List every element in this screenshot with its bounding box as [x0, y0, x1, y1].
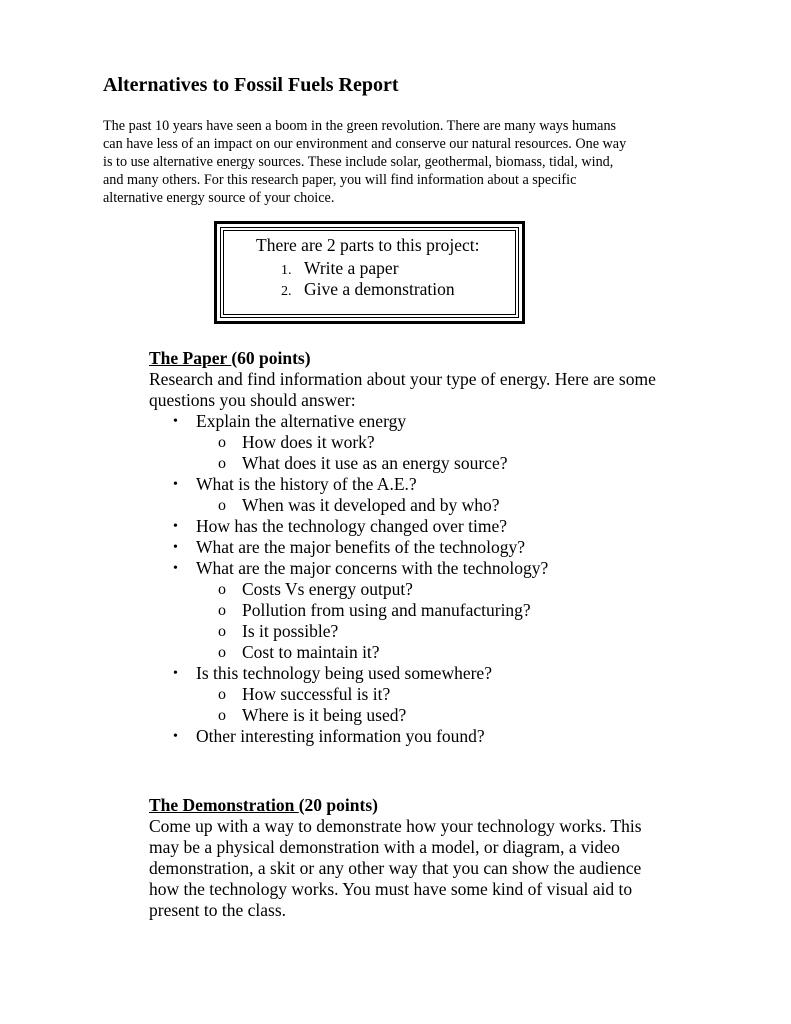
paper-section [149, 348, 709, 411]
project-part-item [281, 258, 455, 279]
question-text: What are the major concerns with the technology? [196, 558, 549, 578]
question-text: How successful is it? [242, 684, 391, 704]
project-parts-list [281, 258, 455, 300]
question-text: How does it work? [242, 432, 375, 452]
bullet-icon: • [173, 666, 178, 681]
intro-line: is to use alternative energy sources. These include solar, geothermal, biomass, tidal, wind, [103, 154, 614, 170]
intro-line: and many others. For this research paper, you will find information about a specific [103, 172, 577, 188]
project-parts-heading: There are 2 parts to this project: [256, 235, 480, 255]
project-part-item [281, 279, 455, 300]
sub-bullet-icon: o [218, 434, 226, 451]
question-text: What are the major benefits of the technology? [196, 537, 525, 557]
project-part-text: Give a demonstration [304, 279, 455, 299]
bullet-icon: • [173, 729, 178, 744]
question-text: Is this technology being used somewhere? [196, 663, 492, 683]
project-parts-box [214, 221, 525, 324]
sub-bullet-icon: o [218, 686, 226, 703]
sub-bullet-icon: o [218, 455, 226, 472]
list-number: 2. [281, 284, 292, 299]
bullet-icon: • [173, 561, 178, 576]
question-text: Where is it being used? [242, 705, 407, 725]
sub-bullet-icon: o [218, 707, 226, 724]
paper-points: (60 points) [231, 348, 311, 368]
sub-bullet-icon: o [218, 602, 226, 619]
demonstration-heading [149, 795, 709, 816]
sub-bullet-icon: o [218, 623, 226, 640]
sub-bullet-icon: o [218, 644, 226, 661]
sub-bullet-icon: o [218, 497, 226, 514]
intro-line: can have less of an impact on our environment and conserve our natural resources. One way [103, 136, 627, 152]
question-text: What does it use as an energy source? [242, 453, 508, 473]
bullet-icon: • [173, 519, 178, 534]
question-text: Is it possible? [242, 621, 339, 641]
demonstration-line: present to the class. [149, 900, 287, 920]
list-number: 1. [281, 263, 292, 278]
project-part-text: Write a paper [304, 258, 399, 278]
question-text: What is the history of the A.E.? [196, 474, 417, 494]
paper-intro-line: Research and find information about your type of energy. Here are some [149, 369, 656, 389]
demonstration-line: how the technology works. You must have some kind of visual aid to [149, 879, 633, 899]
bullet-icon: • [173, 540, 178, 555]
demonstration-section [149, 795, 709, 921]
demonstration-heading-underlined: The Demonstration [149, 795, 299, 815]
question-text: Costs Vs energy output? [242, 579, 413, 599]
paper-intro-line: questions you should answer: [149, 390, 356, 410]
question-text: Other interesting information you found? [196, 726, 485, 746]
intro-line: The past 10 years have seen a boom in the green revolution. There are many ways humans [103, 118, 617, 134]
question-text: Explain the alternative energy [196, 411, 407, 431]
paper-heading-underlined: The Paper [149, 348, 232, 368]
project-parts-box-inner [220, 227, 519, 318]
demonstration-line: demonstration, a skit or any other way that you can show the audience [149, 858, 642, 878]
document-title: Alternatives to Fossil Fuels Report [103, 74, 399, 96]
question-text: Pollution from using and manufacturing? [242, 600, 531, 620]
bullet-icon: • [173, 414, 178, 429]
question-text: When was it developed and by who? [242, 495, 500, 515]
intro-paragraph [103, 117, 703, 207]
sub-bullet-icon: o [218, 581, 226, 598]
demonstration-line: may be a physical demonstration with a model, or diagram, a video [149, 837, 620, 857]
paper-heading [149, 348, 709, 369]
bullet-icon: • [173, 477, 178, 492]
question-text: Cost to maintain it? [242, 642, 380, 662]
demonstration-line: Come up with a way to demonstrate how your technology works. This [149, 816, 642, 836]
question-text: How has the technology changed over time? [196, 516, 508, 536]
demonstration-points: (20 points) [298, 795, 378, 815]
intro-line: alternative energy source of your choice. [103, 190, 335, 206]
